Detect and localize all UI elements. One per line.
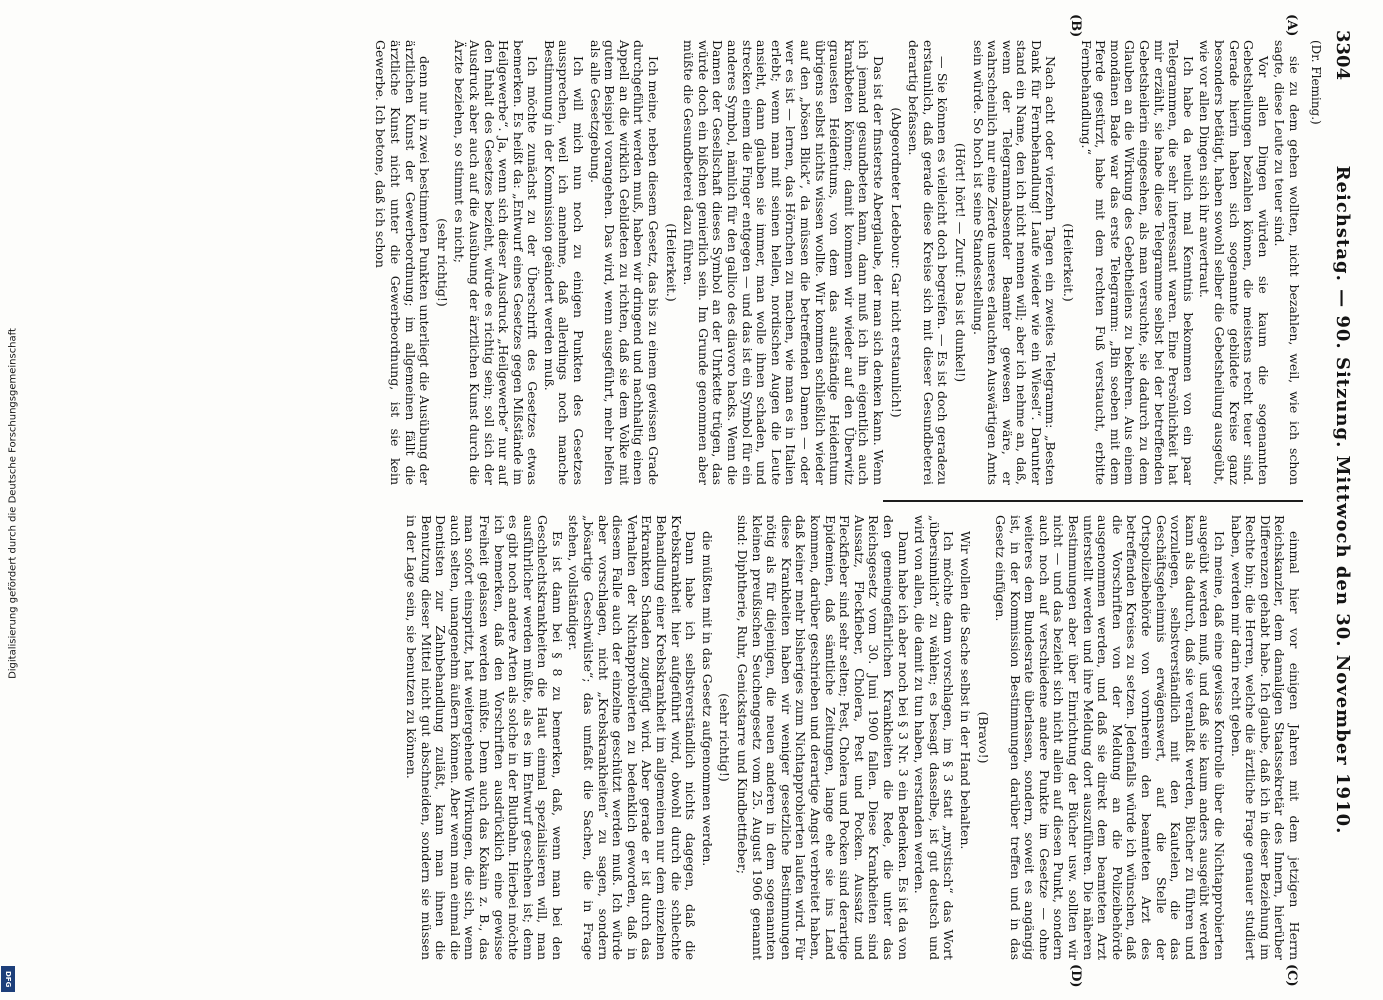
interjection: (sehr richtig!) <box>434 218 450 307</box>
interjection: (Heiterkeit.) <box>1061 223 1077 302</box>
margin-mark-c: (C) <box>1284 964 1299 987</box>
paragraph: Ich möchte dann vorschlagen, im § 3 statt „mystisch“ das Wort „übersinnlich“ zu wählen; es besagt dasselbe, ist gut deutsch und wird von allen, die damit zu tun haben, verstanden werden. <box>912 515 957 960</box>
page-title: Reichstag. — 90. Sitzung. Mittwoch den 30. November 1910. <box>1332 165 1353 835</box>
right-text-column <box>403 515 1302 960</box>
dfg-logo: DFG <box>1 966 15 992</box>
page-number: 3304 <box>1332 30 1353 81</box>
speaker-name: (Dr. Fleming.) <box>1309 40 1323 125</box>
paragraph: Ich will mich nun noch zu einigen Punkten des Gesetzes aussprechen, weil ich annehme, daß allerdings noch manche Bestimmung in der Kommission geändert werden muß. <box>541 40 587 485</box>
paragraph: Dann habe ich selbstverständlich nichts dagegen, daß die Krebskrankheit hier aufgeführt wird, obwohl durch die schlechte Behandlung einer Krebskrankheit im allgemeinen nur dem einzelnen Erkrankten Schaden zugefügt wird. Aber gerade er ist durch das Verhalten der Nichtapprobierten zu bedenklich geworden, daß in diesem Falle auch der einzelne geschützt werden muß. Ich würde aber vorschlagen, nicht „Krebskrankheiten“ zu sagen, sondern „bösartige Geschwülste“; das umfaßt die Sachen, die in Frage stehen, vollständiger. <box>566 515 699 960</box>
interjection: (sehr richtig!) <box>717 693 733 782</box>
paragraph: — Sie können es vielleicht doch begreifen. — Es ist doch geradezu erstaunlich, daß gerade diese Kreise sich mit dieser Gesundbeterei derartig befassen. <box>906 40 951 485</box>
paragraph: Ich habe da neulich mal Kenntnis bekommen von ein paar Telegrammen, die sehr interessant waren. Eine Persönlichkeit hat mir erzählt, sie habe diese Telegramme selbst bei der betreffenden Gebetsheilerin eingesehen, als man versuchte, sie dadurch zu dem Glauben an die Wirkung des Gebetheilens zu bekehren. Aus einem mondänen Bade war das erste Telegramm: „Bin soeben mit dem Pferde gestürzt, habe mit dem rechten Fuß verstaucht, erbitte Fernbehandlung.“ <box>1078 40 1196 485</box>
paragraph: Vor allen Dingen würden sie kaum die sogenannten Gebetsheilungen bezahlen können, die meistens recht teuer sind. Gerade hierin haben sich sogenannte gebildete Kreise ganz besonders betätigt, haben sowohl selber die Gebetsheilung ausgeübt, wie vor allen Dingen sich ihr anvertraut. <box>1197 40 1271 485</box>
paragraph: Ich möchte zunächst zu der Überschrift des Gesetzes etwas bemerken. Es heißt da: „Entwurf eines Gesetzes gegen Mißstände im Heilgewerbe“. Ja, wenn sich dieser Ausdruck „Heilgewerbe“ nur auf den Inhalt des Gesetzes bezieht, würde es richtig sein; soll sich der Ausdruck aber auch auf die Ausübung der ärztlichen Kunst durch die Ärzte beziehen, so stimmt es nicht; <box>452 40 541 485</box>
paragraph: sie zu dem gehen wollten, nicht bezahlen, weil, wie ich schon sagte, diese Leute zu teuer sind. <box>1272 40 1302 485</box>
column-divider <box>883 500 1303 502</box>
paragraph: denn nur in zwei bestimmten Punkten unterliegt die Ausübung der ärztlichen Kunst der Gewerbeordnung; im allgemeinen fällt die ärztliche Kunst nicht unter die Gewerbeordnung, ist sie kein Gewerbe. Ich betone, daß ich schon <box>373 40 433 485</box>
paragraph: einmal hier vor einigen Jahren mit dem jetzigen Herrn Reichskanzler, dem damaligen Staatssekretär des Innern, hierüber Differenzen gehabt habe. Ich glaube, daß ich in dieser Beziehung im Rechte bin; die Herren, welche die ärztliche Frage genauer studiert haben, werden mir darin recht geben. <box>1228 515 1302 960</box>
page-header <box>1319 30 1359 970</box>
digitization-credit <box>3 0 19 1000</box>
paragraph: Ich meine, daß eine gewisse Kontrolle über die Nichtapprobierten ausgeübt werden muß, und daß sie kaum anders ausgeübt werden kann als dadurch, daß sie veranlaßt werden, Bücher zu führen und vorzulegen, selbstverständlich mit den Kautelen, die das Geschäftsgeheimnis erwägenswert, auf die Stelle der Ortspolizeibehörde von vornherein den beamteten Arzt des betreffenden Kreises zu setzen. Jedenfalls würde ich wünschen, daß die Vorschriften von der Meldung an die Polizeibehörde ausgenommen werden, und daß sie direkt dem beamteten Arzt unterstellt werden und ihre Meldung dort auszuführen. Die näheren Bestimmungen aber über Einrichtung der Bücher usw. sollten wir nicht — und das bezieht sich nicht allein auf diesen Punkt, sondern auch noch auf verschiedene andere Punkte im Gesetze — ohne weiteres dem Bundesrate überlassen, sondern, soweit es angängig ist, in der Kommission Bestimmungen darüber treffen und in das Gesetz einfügen. <box>993 515 1228 960</box>
paragraph: Das ist der finsterste Aberglaube, der man sich denken kann. Wenn ich jemand gesundbeten kann, dann muß ich ihn eigentlich auch krankbeten können; damit kommen wir wieder auf den Überwitz grauesten Heidentums, von dem das aufständige Heidentum übrigens selbst nichts wissen wollte. Wir kommen schließlich wieder auf den „bösen Blick“, da müssen die betreffenden Damen — oder wer es ist — lernen, das Hörnchen zu machen, wie man es in Italien erlebt; wenn man mit seinen hellen, nordischen Augen die Leute ansieht, dann glauben sie immer, man wolle ihnen schaden, und strecken einem die Finger entgegen — und das ist ein Symbol für ein anderes Symbol, nämlich für den gallico des diavoro hacks. Wenn die Damen der Gesellschaft dieses Symbol an der Uhrkette trügen, das würde doch ein bißchen genierlich sein. Im Grunde genommen aber müßte die Gesundbeterei dazu führen. <box>681 40 886 485</box>
paragraph: Wir wollen die Sache selbst in der Hand behalten. <box>957 531 973 850</box>
interjection: (Heiterkeit.) <box>663 223 679 302</box>
paragraph: Dann habe ich aber noch bei § 3 Nr. 3 ein Bedenken. Es ist da von den gemeingefährlichen Krankheiten die Rede, die unter das Reichsgesetz vom 30. Juni 1900 fallen. Diese Krankheiten sind Aussatz, Fleckfieber, Cholera, Pest und Pocken. Aussatz und Fleckfieber sind sehr selten; Pest, Cholera und Pocken sind derartige Epidemien, daß sämtliche Zeitungen, lange ehe sie ins Land kommen, darüber geschrieben und derartige Angst verbreitet haben, daß keiner mehr bisheriges zum Nichtapprobierten laufen wird. Für diese Krankheiten haben wir weniger gesetzliche Bestimmungen nötig als für diejenigen, die neuen anderen in dem sogenannten kleinen preußischen Seuchengesetz vom 25. August 1906 genannt sind: Diphtherie, Ruhr, Genickstarre und Kindbettfieber; <box>735 515 911 960</box>
margin-mark-d: (D) <box>1068 964 1083 988</box>
paragraph: Es ist dann bei § 8 zu bemerken, daß, wenn man bei den Geschlechtskrankheiten die Haut einmal spezialisieren will, man ausführlicher werden müßte, als es im Entwurf geschehen ist; denn es gibt noch andere Arten als solche in der Blutbahn. Hierbei möchte ich bemerken, daß den Vorschriften ausdrücklich eine gewisse Freiheit gelassen werden müßte. Denn auch das Kokain z. B., das man sofort einspritzt, hat weitergehende Wirkungen, die sich, wenn auch selten, unangenehm äußern können. Aber wenn man einmal die Dentisten zur Zahnbehandlung zuläßt, kann man ihnen die Benutzung dieser Mittel nicht gut abschneiden, sondern sie müssen in der Lage sein, sie benutzen zu können. <box>403 515 565 960</box>
left-text-column <box>373 40 1302 485</box>
paragraph: Ich meine, neben diesem Gesetz, das bis zu einem gewissen Grade durchgeführt werden muß, haben wir dringend und nachhaltig einen Appell an die wirklich Gebildeten zu richten, daß sie dem Volke mit gutem Beispiel vorangehen. Das wird, wenn ausgeführt, mehr helfen als alle Gesetzgebung. <box>587 40 662 485</box>
interjection: (Bravo!) <box>975 711 991 764</box>
paragraph: die müßten mit in das Gesetz aufgenommen werden. <box>699 531 715 867</box>
credit-text: Digitalisierung gefördert durch die Deutsche Forschungsgemeinschaft <box>7 328 19 679</box>
paragraph: Nach acht oder vierzehn Tagen ein zweites Telegramm: „Besten Dank für Fernbehandlung! Laufe wieder wie ein Wiesel“. Darunter stand ein Name, den ich nicht nennen will; aber ich nehme an, daß, wenn der Telegrammabsender Beamter gewesen wäre, er wahrscheinlich nur eine Zierde unseres erlauchten Auswärtigen Amts sein würde. So hoch ist seine Standesstellung. <box>970 40 1059 485</box>
interjection: (Hört! hört! — Zuruf: Das ist dunkel!) <box>952 142 968 383</box>
interjection: (Abgeordneter Ledebour: Gar nicht erstaunlich!) <box>888 107 904 418</box>
margin-mark-a: (A) <box>1284 14 1299 37</box>
margin-mark-b: (B) <box>1068 14 1083 38</box>
